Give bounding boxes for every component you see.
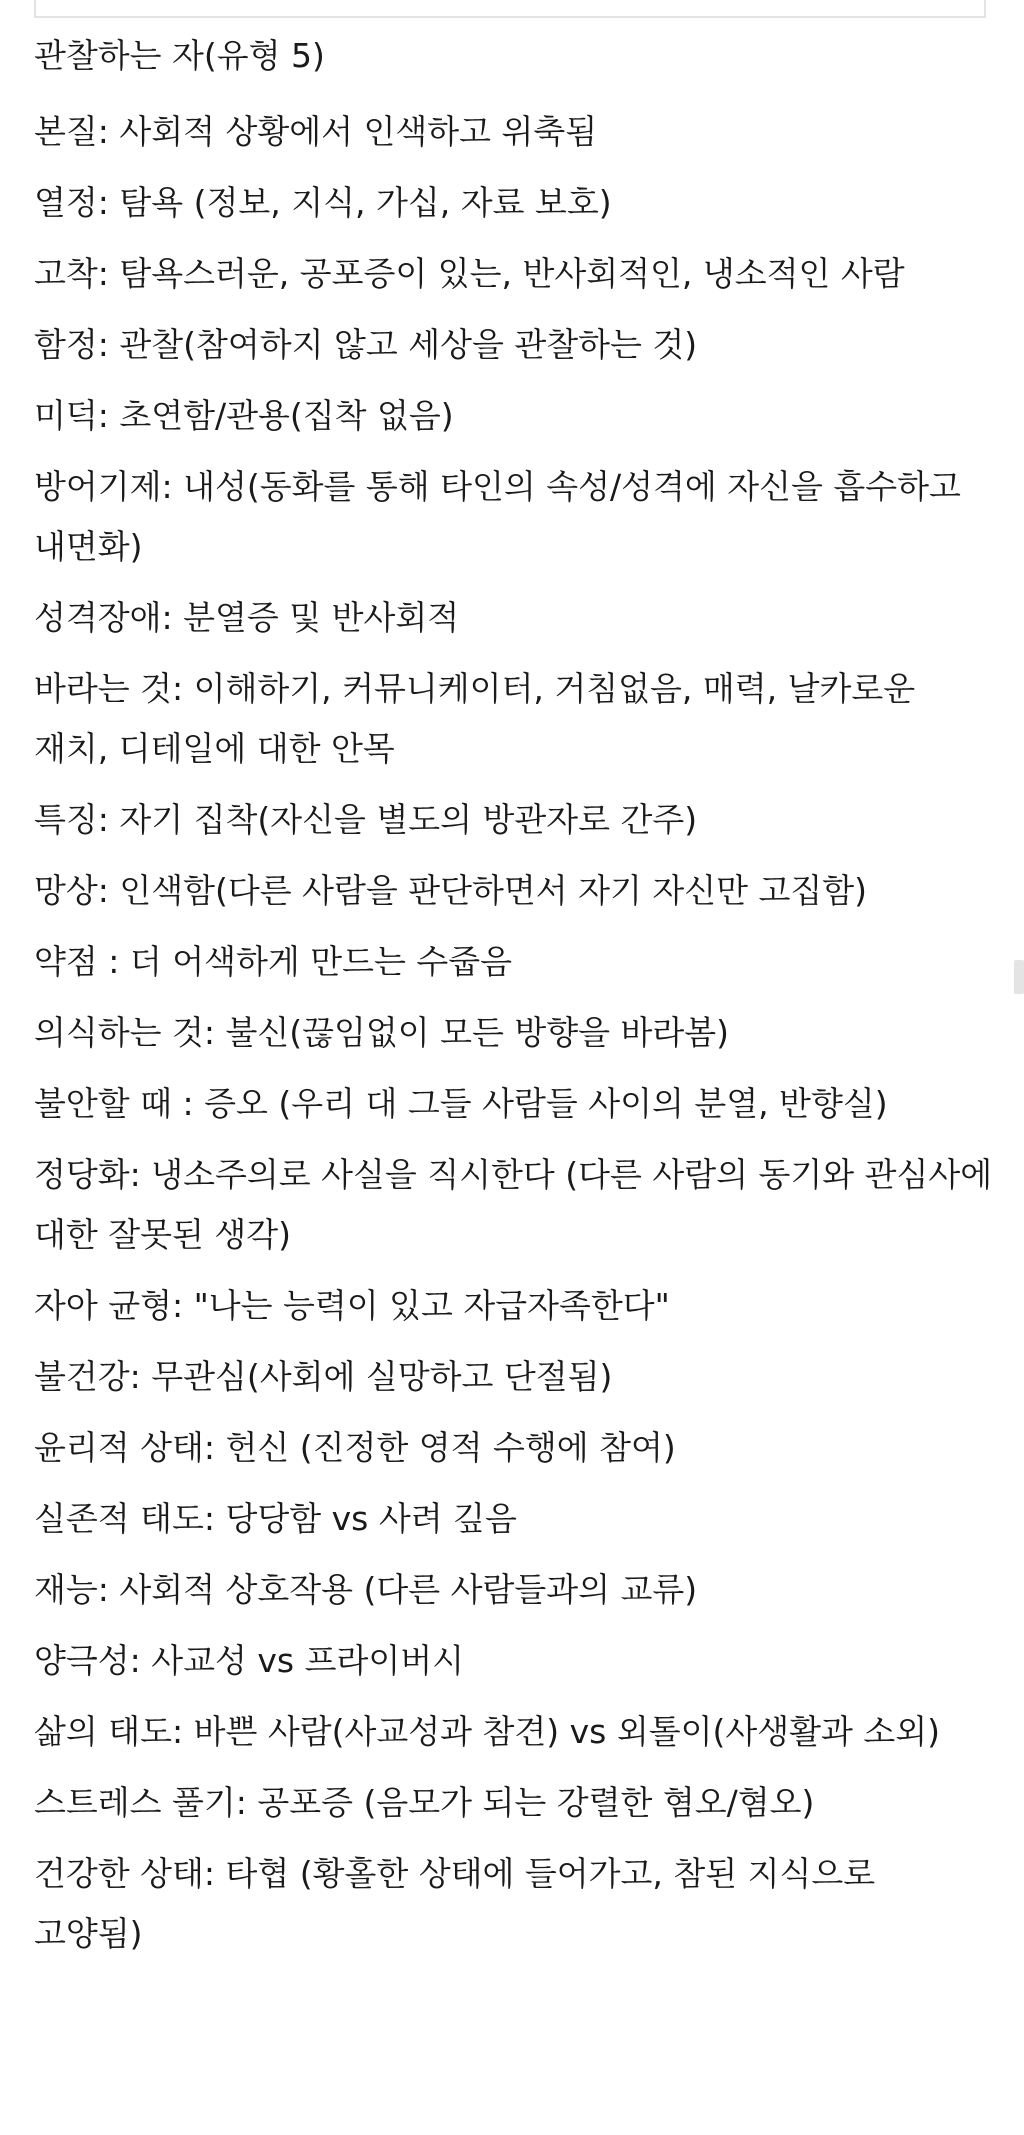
trait-item: 자아 균형: "나는 능력이 있고 자급자족한다" — [34, 1286, 670, 1325]
trait-item: 재능: 사회적 상호작용 (다른 사람들과의 교류) — [34, 1570, 698, 1609]
trait-item: 정당화: 냉소주의로 사실을 직시한다 (다른 사람의 동기와 관심사에 대한 잘못된 생각) — [34, 1155, 993, 1254]
trait-item: 스트레스 풀기: 공포증 (음모가 되는 강렬한 혐오/혐오) — [34, 1783, 815, 1822]
article-body — [34, 30, 994, 1975]
trait-item: 미덕: 초연함/관용(집착 없음) — [34, 396, 454, 435]
trait-item: 약점 : 더 어색하게 만드는 수줍음 — [34, 942, 512, 981]
trait-item: 함정: 관찰(참여하지 않고 세상을 관찰하는 것) — [34, 325, 698, 364]
trait-item: 본질: 사회적 상황에서 인색하고 위축됨 — [34, 112, 598, 151]
trait-item: 방어기제: 내성(동화를 통해 타인의 속성/성격에 자신을 흡수하고 내면화) — [34, 467, 961, 566]
trait-item: 삶의 태도: 바쁜 사람(사교성과 참견) vs 외톨이(사생활과 소외) — [34, 1712, 940, 1751]
trait-item: 양극성: 사교성 vs 프라이버시 — [34, 1641, 464, 1680]
trait-item: 바라는 것: 이해하기, 커뮤니케이터, 거침없음, 매력, 날카로운 재치, 디테일에 대한 안목 — [34, 669, 916, 768]
trait-item: 특징: 자기 집착(자신을 별도의 방관자로 간주) — [34, 800, 698, 839]
type-heading: 관찰하는 자(유형 5) — [34, 36, 325, 75]
trait-item: 불건강: 무관심(사회에 실망하고 단절됨) — [34, 1357, 613, 1396]
trait-item: 열정: 탐욕 (정보, 지식, 가십, 자료 보호) — [34, 183, 612, 222]
trait-list — [34, 102, 994, 1964]
trait-item: 불안할 때 : 증오 (우리 대 그들 사람들 사이의 분열, 반향실) — [34, 1084, 888, 1123]
trait-item: 의식하는 것: 불신(끊임없이 모든 방향을 바라봄) — [34, 1013, 729, 1052]
previous-content-box — [34, 0, 986, 18]
trait-item: 실존적 태도: 당당함 vs 사려 깊음 — [34, 1499, 517, 1538]
trait-item: 성격장애: 분열증 및 반사회적 — [34, 598, 460, 637]
scrollbar-thumb[interactable] — [1014, 960, 1024, 994]
trait-item: 윤리적 상태: 헌신 (진정한 영적 수행에 참여) — [34, 1428, 676, 1467]
trait-item: 고착: 탐욕스러운, 공포증이 있는, 반사회적인, 냉소적인 사람 — [34, 254, 905, 293]
trait-item: 건강한 상태: 타협 (황홀한 상태에 들어가고, 참된 지식으로 고양됨) — [34, 1854, 876, 1953]
trait-item: 망상: 인색함(다른 사람을 판단하면서 자기 자신만 고집함) — [34, 871, 867, 910]
